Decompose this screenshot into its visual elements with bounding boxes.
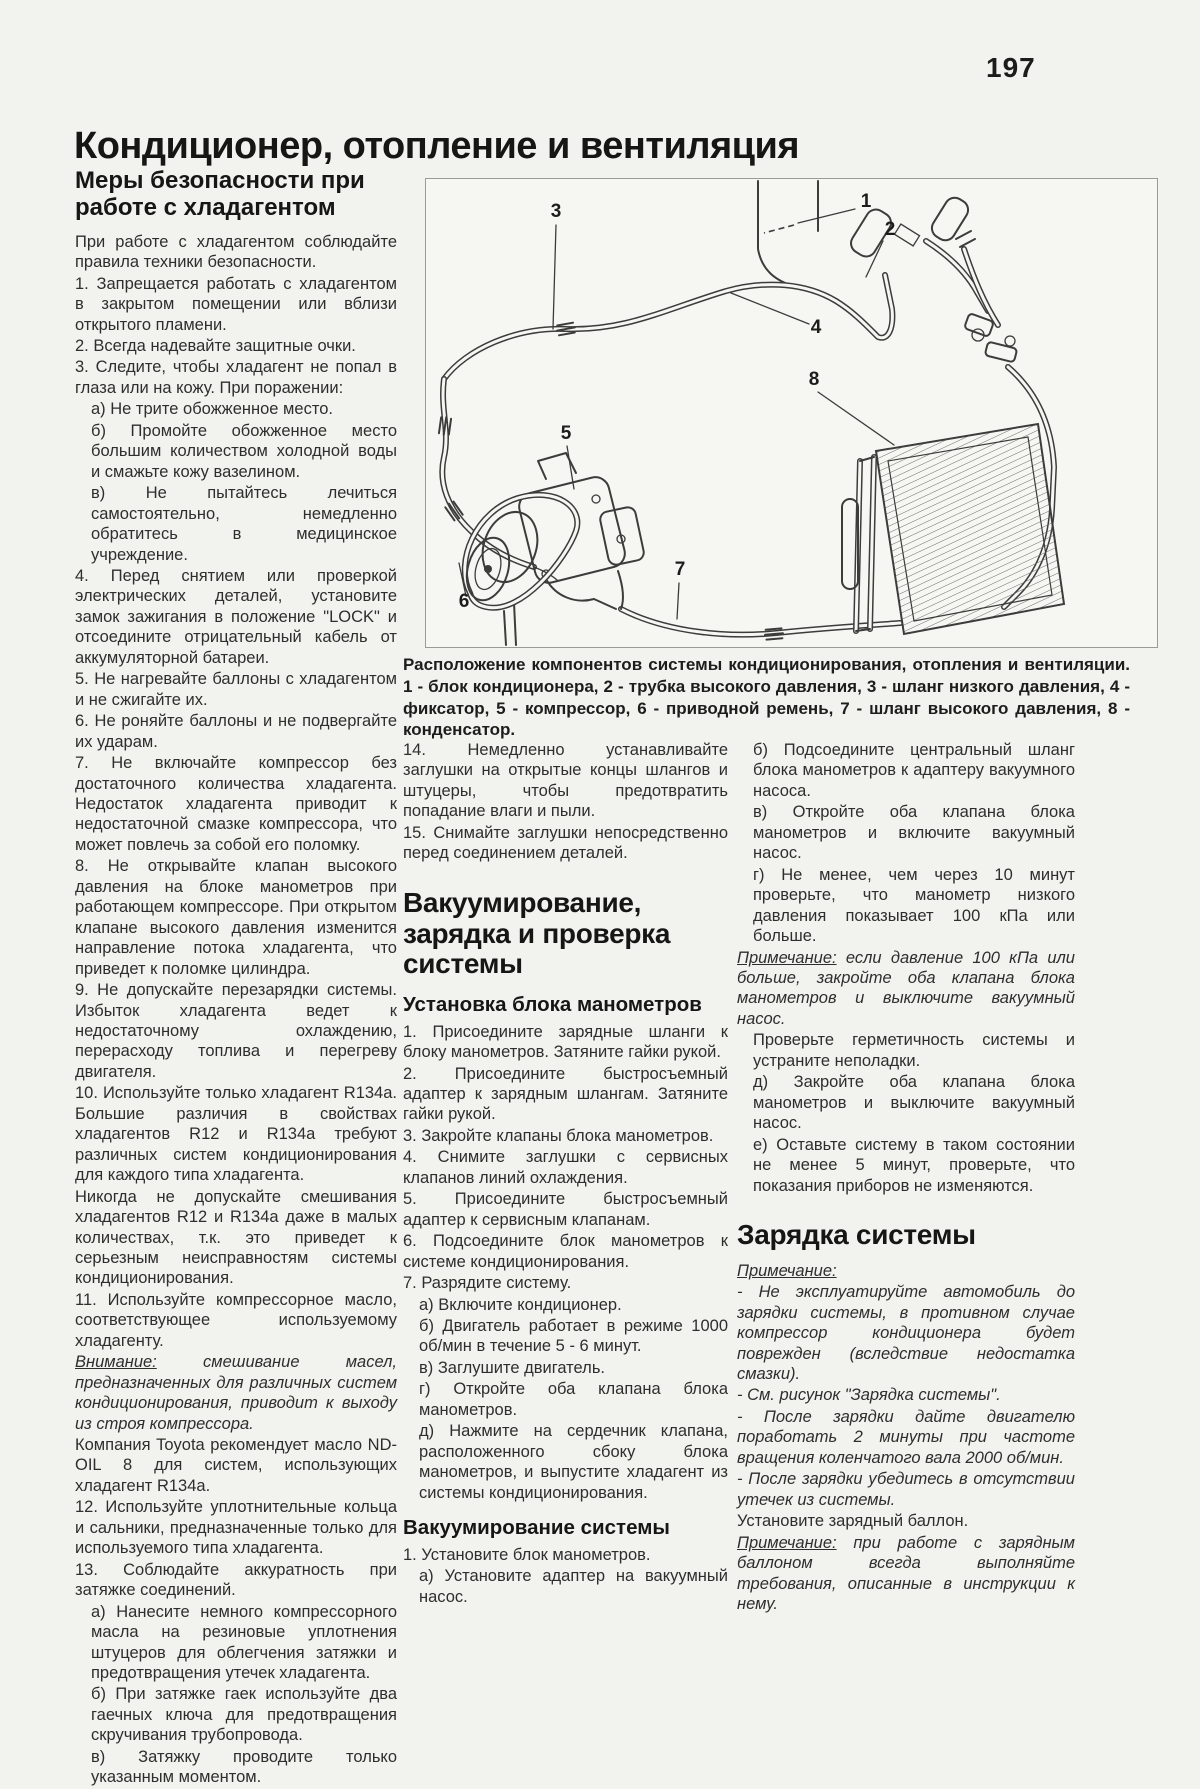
paragraph: 9. Не допускайте перезарядки системы. Избыток хладагента ведет к недостаточному охлаждению, перерасходу топлива и перегреву двигателя.	[75, 981, 397, 1081]
clamp-cluster	[964, 313, 1017, 362]
paragraph: Внимание: смешивание масел, предназначенных для различных систем кондиционирования, приводит к выходу из строя компрессора.	[75, 1353, 397, 1433]
paragraph: - После зарядки дайте двигателю поработать 2 минуты при частоте вращения коленчатого вала 2000 об/мин.	[737, 1407, 1075, 1467]
callout-leader-4	[731, 293, 809, 324]
paragraph: б) При затяжке гаек используйте два гаечных ключа для предотвращения скручивания трубопровода.	[91, 1685, 397, 1745]
paragraph: 7. Не включайте компрессор без достаточного количества хладагента. Недостаток хладагента приводит к недостаточной смазке компрессора, что может повлечь за собой его поломку.	[75, 754, 397, 854]
paragraph: 1. Присоедините зарядные шланги к блоку манометров. Затяните гайки рукой.	[403, 1022, 728, 1062]
paragraph: а) Нанесите немного компрессорного масла на резиновые уплотнения штуцеров для облегчения затяжки и предотвращения утечек хладагента.	[91, 1602, 397, 1683]
paragraph: б) Двигатель работает в режиме 1000 об/мин в течение 5 - 6 минут.	[419, 1317, 728, 1356]
paragraph: 3. Следите, чтобы хладагент не попал в глаза или на кожу. При поражении:	[75, 358, 397, 397]
paragraph: 13. Соблюдайте аккуратность при затяжке соединений.	[75, 1560, 397, 1600]
figure-box	[425, 178, 1158, 648]
paragraph: а) Не трите обожженное место.	[91, 400, 333, 419]
paragraph: - После зарядки убедитесь в отсутствии утечек из системы.	[737, 1470, 1075, 1509]
ac-system-diagram	[426, 179, 1157, 647]
figure-callout-5: 5	[560, 423, 572, 444]
paragraph: а) Включите кондиционер.	[419, 1295, 622, 1314]
paragraph: 2. Всегда надевайте защитные очки.	[75, 337, 356, 356]
paragraph: - Не эксплуатируйте автомобиль до зарядки системы, в противном случае компрессор кондиционера будет поврежден (вследствие недостатка смазки).	[737, 1283, 1075, 1384]
paragraph: г) Откройте оба клапана блока манометров.	[419, 1380, 728, 1419]
paragraph: 2. Присоедините быстросъемный адаптер к зарядным шлангам. Затяните гайки рукой.	[403, 1064, 728, 1124]
figure-caption: Расположение компонентов системы кондиционирования, отопления и вентиляции. 1 - блок кондиционера, 2 - трубка высокого давления, 3 - шланг низкого давления, 4 - фиксатор, 5 - компрессор, 6 - приводной ремень, 7 - шланг высокого давления, 8 - конденсатор.	[403, 655, 1130, 740]
right-paragraphs	[737, 740, 1075, 1614]
paragraph: а) Установите адаптер на вакуумный насос.	[419, 1567, 728, 1606]
callouts-layer	[459, 191, 896, 619]
paragraph: в) Откройте оба клапана блока манометров и включите вакуумный насос.	[753, 803, 1075, 863]
subsection-heading-manifold: Установка блока манометров	[403, 993, 702, 1017]
paragraph: 14. Немедленно устанавливайте заглушки на открытые концы шлангов и штуцеры, чтобы предотвратить попадание влаги и пыли.	[403, 741, 728, 821]
left-column	[75, 168, 397, 1789]
paragraph: Примечание: если давление 100 кПа или больше, закройте оба клапана блока манометров и выключите вакуумный насос.	[737, 948, 1075, 1028]
paragraph: 7. Разрядите систему.	[403, 1274, 572, 1293]
hose-ring-fittings	[439, 323, 784, 640]
callout-leader-7	[677, 583, 679, 619]
section-heading-vacuum: Вакуумирование, зарядка и проверка системы	[403, 886, 671, 980]
paragraph: 15. Снимайте заглушки непосредственно перед соединением деталей.	[403, 823, 728, 863]
paragraph: Проверьте герметичность системы и устраните неполадки.	[753, 1031, 1075, 1070]
paragraph: 12. Используйте уплотнительные кольца и сальники, предназначенные только для используемого типа хладагента.	[75, 1498, 397, 1558]
page-number: 197	[986, 52, 1036, 83]
paragraph: г) Не менее, чем через 10 минут проверьте, что манометр низкого давления показывает 100 кПа или больше.	[753, 865, 1075, 946]
figure-callout-6: 6	[458, 591, 470, 612]
paragraph: в) Затяжку проводите только указанным моментом.	[91, 1747, 397, 1787]
subsection-heading-evacuation: Вакуумирование системы	[403, 1516, 670, 1540]
figure-callout-3: 3	[550, 201, 562, 222]
figure-callout-8: 8	[808, 369, 820, 390]
paragraph: 1. Запрещается работать с хладагентом в закрытом помещении или вблизи открытого пламени.	[75, 274, 397, 334]
paragraph: 5. Не нагревайте баллоны с хладагентом и не сжигайте их.	[75, 670, 397, 709]
paragraph: Примечание:	[737, 1261, 837, 1280]
paragraph: 5. Присоедините быстросъемный адаптер к сервисным клапанам.	[403, 1190, 728, 1229]
paragraph: 1. Установите блок манометров.	[403, 1545, 651, 1564]
paragraph: 6. Подсоедините блок манометров к системе кондиционирования.	[403, 1232, 728, 1271]
paragraph: 4. Снимите заглушки с сервисных клапанов линий охлаждения.	[403, 1148, 728, 1187]
paragraph: Компания Toyota рекомендует масло ND-OIL 8 для систем, использующих хладагент R134a.	[75, 1436, 397, 1495]
paragraph: Никогда не допускайте смешивания хладагентов R12 и R134a даже в малых количествах, т.к. это приведет к серьезным неисправностям системы кондиционирования.	[75, 1187, 397, 1288]
callout-leader-1	[798, 209, 855, 223]
paragraph: д) Закройте оба клапана блока манометров и выключите вакуумный насос.	[753, 1073, 1075, 1133]
dashed-pointer	[764, 225, 794, 233]
paragraph: 11. Используйте компрессорное масло, соответствующее используемому хладагенту.	[75, 1290, 397, 1350]
paragraph: е) Оставьте систему в таком состоянии не менее 5 минут, проверьте, что показания приборов не изменяются.	[753, 1135, 1075, 1195]
right-column	[737, 740, 1075, 1615]
callout-leader-2	[866, 241, 883, 277]
safety-paragraphs	[75, 232, 397, 1788]
paragraph: 6. Не роняйте баллоны и не подвергайте их ударам.	[75, 712, 397, 751]
middle-column	[403, 740, 728, 1608]
paragraph: - См. рисунок "Зарядка системы".	[737, 1386, 1001, 1405]
condenser	[842, 424, 1064, 634]
evaporator-pipe-line	[758, 181, 796, 287]
paragraph: д) Нажмите на сердечник клапана, расположенного сбоку блока манометров, и выпустите хладагент из системы кондиционирования.	[419, 1422, 728, 1502]
paragraph: Установите зарядный баллон.	[737, 1512, 969, 1531]
figure-callout-4: 4	[810, 317, 822, 338]
low-pressure-hose	[442, 275, 892, 567]
middle-paragraphs	[403, 740, 728, 1607]
figure-callout-7: 7	[674, 559, 686, 580]
paragraph: 4. Перед снятием или проверкой электрических деталей, установите замок зажигания в положение "LOCK" и отсоедините отрицательный кабель от аккумуляторной батареи.	[75, 567, 397, 667]
section-heading-charging: Зарядка системы	[737, 1218, 976, 1250]
callout-leader-3	[553, 225, 556, 329]
paragraph: б) Подсоедините центральный шланг блока манометров к адаптеру вакуумного насоса.	[753, 741, 1075, 800]
paragraph: 8. Не открывайте клапан высокого давления на блоке манометров при работающем компрессоре. При открытом клапане высокого давления изменится направление потока хладагента, что приведет к поломке цилиндра.	[75, 857, 397, 978]
paragraph: в) Не пытайтесь лечиться самостоятельно, немедленно обратитесь в медицинское учреждение.	[91, 484, 397, 564]
callout-leader-8	[818, 392, 894, 445]
paragraph: 3. Закройте клапаны блока манометров.	[403, 1126, 714, 1145]
safety-section-heading: Меры безопасности при работе с хладагентом	[75, 167, 365, 221]
paragraph: При работе с хладагентом соблюдайте правила техники безопасности.	[75, 232, 397, 272]
paragraph: в) Заглушите двигатель.	[419, 1358, 605, 1377]
page-title: Кондиционер, отопление и вентиляция	[74, 125, 800, 168]
paragraph: 10. Используйте только хладагент R134a. Большие различия в свойствах хладагентов R12 и R134a требуют различных систем кондиционирования для каждого типа хладагента.	[75, 1084, 397, 1185]
paragraph: Примечание: при работе с зарядным баллоном всегда выполняйте требования, описанные в инструкции к нему.	[737, 1533, 1075, 1614]
figure-callout-2: 2	[884, 219, 896, 240]
figure-callout-1: 1	[860, 191, 872, 212]
paragraph: б) Промойте обожженное место большим количеством холодной воды и смажьте кожу вазелином.	[91, 421, 397, 481]
